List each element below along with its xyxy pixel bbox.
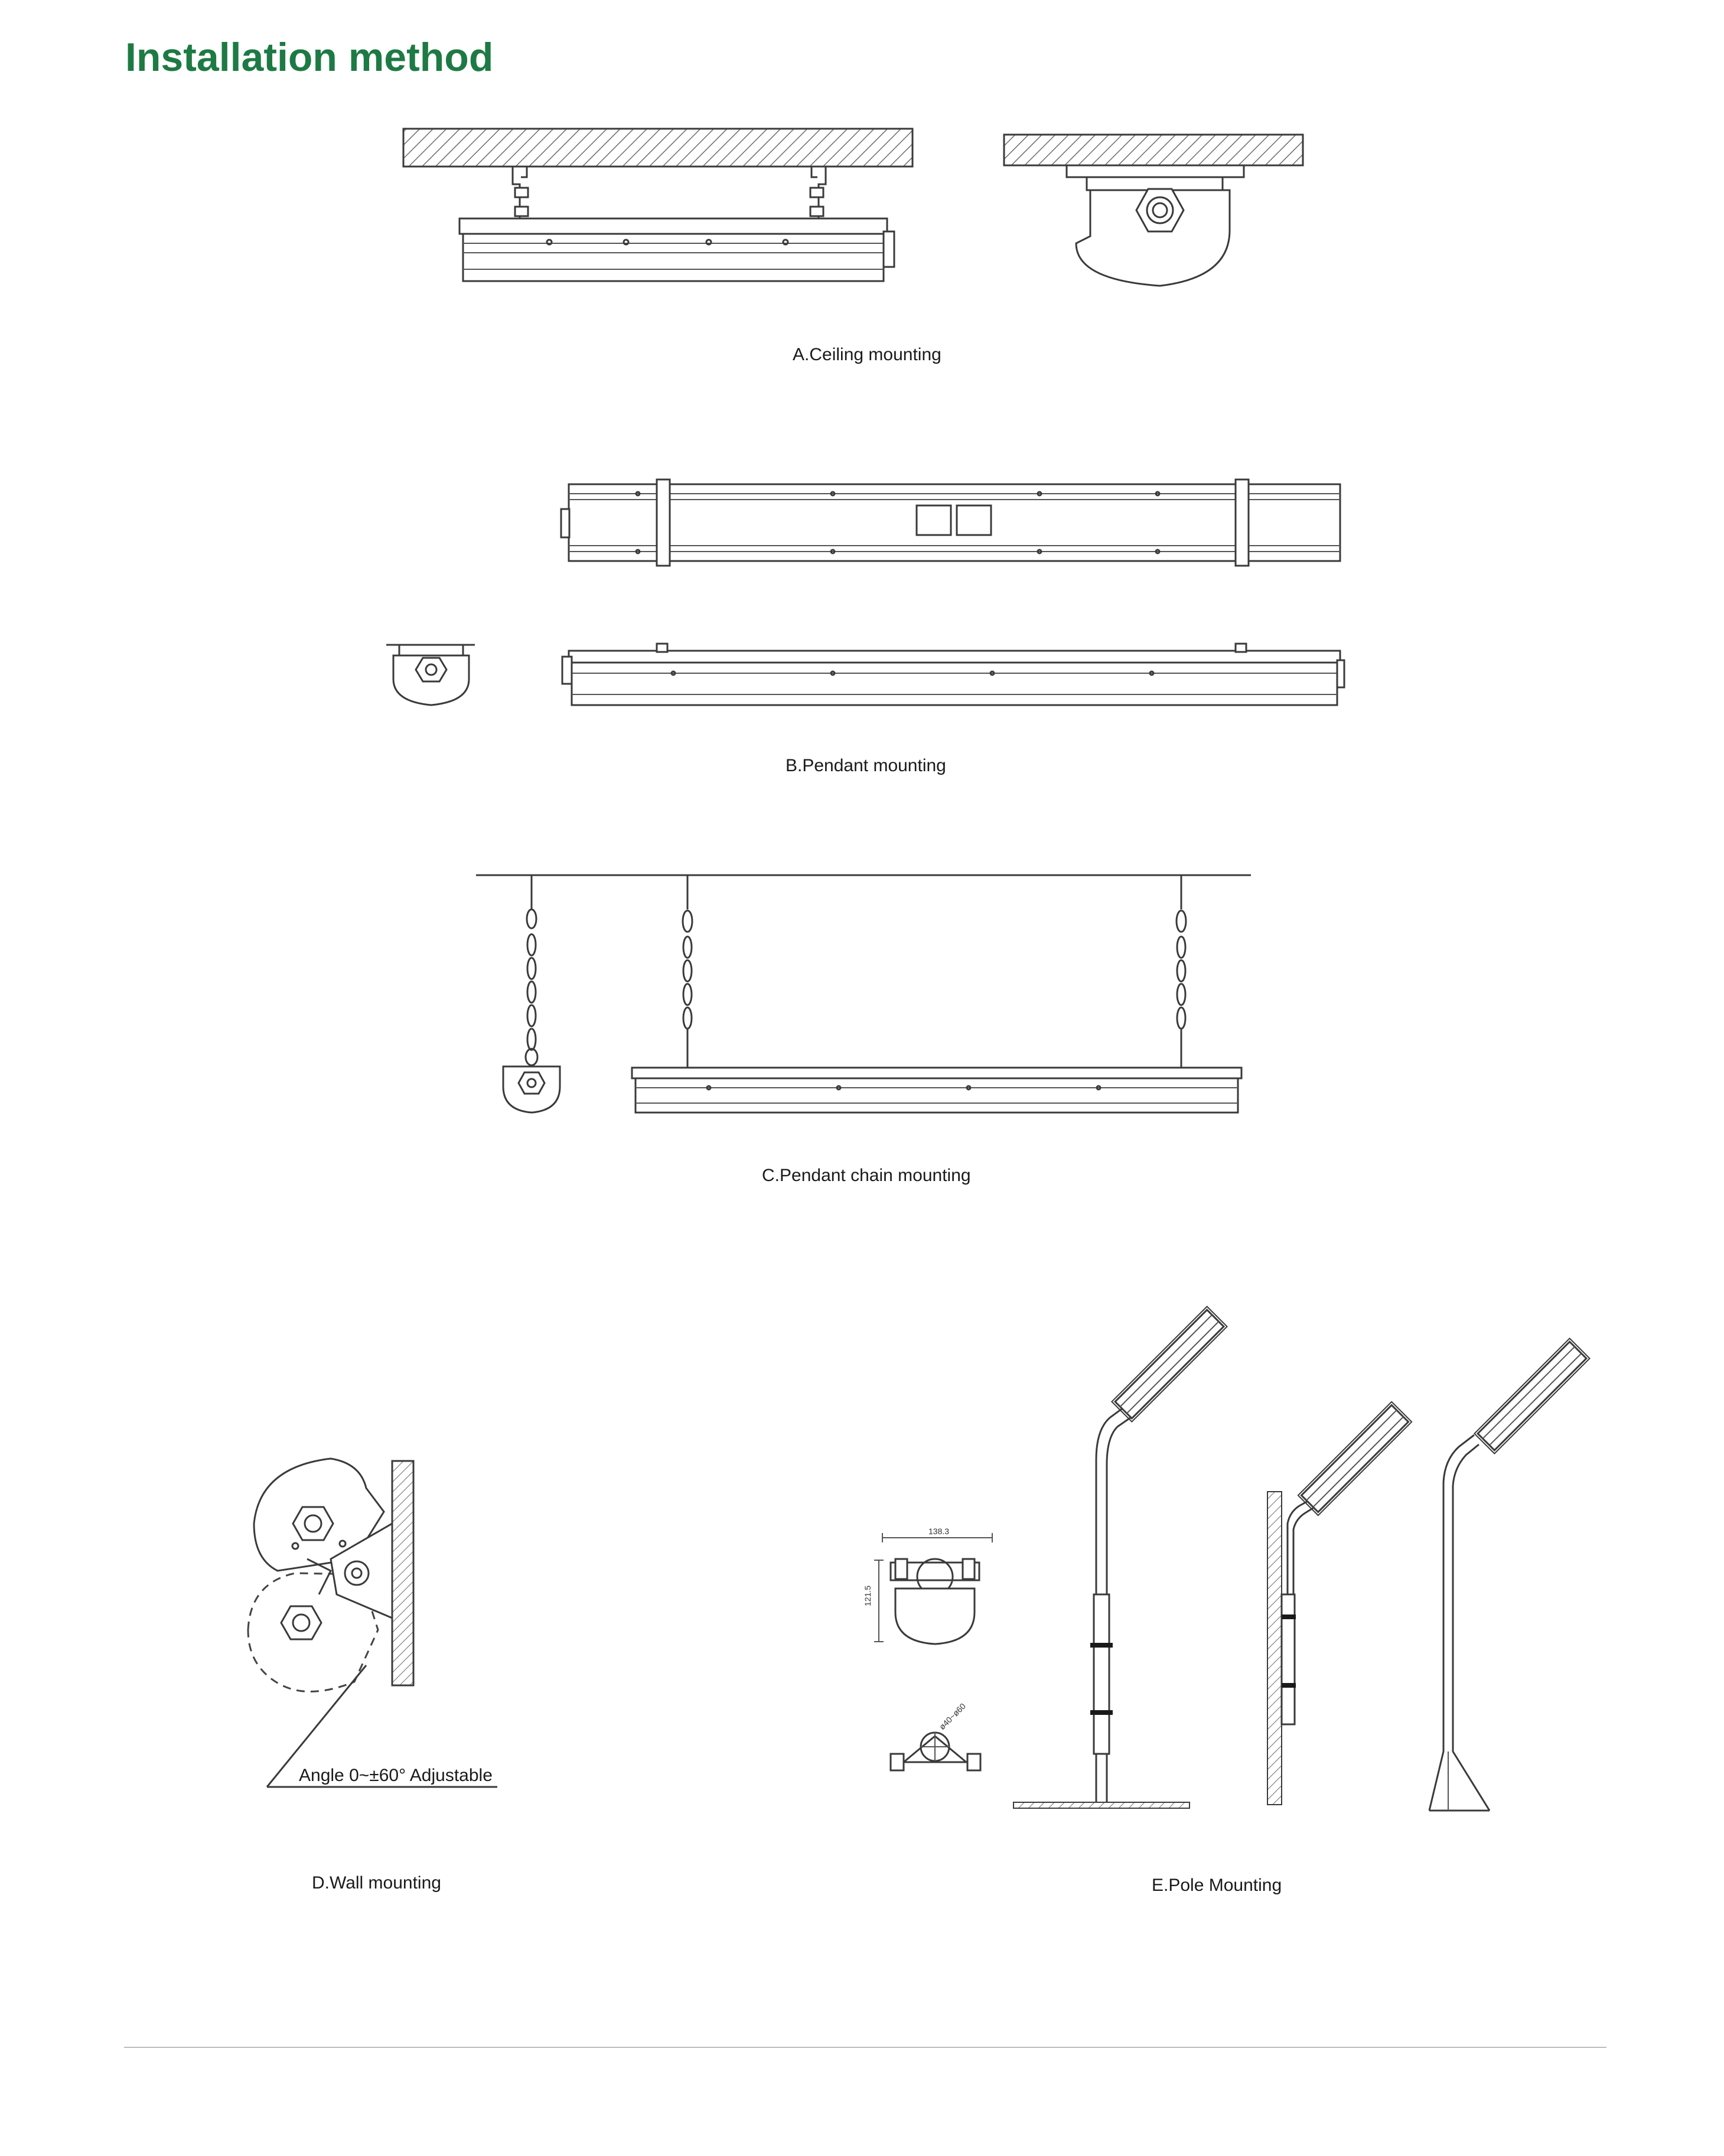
pendant-top-body [569,484,1340,561]
wall [392,1461,413,1685]
caption-ceiling-mounting: A.Ceiling mounting [793,345,941,364]
dimension-height: 121.5 [863,1585,872,1606]
junction-box-a [917,505,951,535]
ceiling-luminaire-body [463,234,884,281]
dimension-width: 138.3 [928,1527,950,1536]
pole-clamp-front [863,1527,992,1644]
pendant-side-view [562,644,1344,705]
dimension-pipe: ø40~ø60 [937,1701,968,1732]
annotation-angle-adjustable: Angle 0~±60° Adjustable [299,1766,493,1785]
caption-pendant-mounting: B.Pendant mounting [786,756,946,775]
caption-wall-mounting: D.Wall mounting [312,1873,441,1893]
caption-pole-mounting: E.Pole Mounting [1152,1876,1282,1895]
ceiling-slab [403,129,912,167]
ceiling-slab-small [1004,135,1303,165]
chain-left [526,875,537,1065]
pole-clamp-top [891,1701,980,1770]
chain-end-view [503,1066,560,1113]
pole-wall-arm [1267,1402,1412,1805]
chain-luminaire [632,1068,1241,1113]
pendant-end-view [386,645,475,705]
pendant-bracket-left [657,480,670,566]
chain-mid [683,875,692,1068]
pole-base [1429,1338,1590,1811]
pole-ground [1013,1306,1227,1808]
pendant-top-view [561,480,1340,566]
ceiling-end-view [1004,135,1303,286]
caption-pendant-chain-mounting: C.Pendant chain mounting [762,1166,971,1185]
ceiling-side-view [403,129,912,281]
page-title: Installation method [125,35,494,80]
ceiling-luminaire-top [459,218,887,234]
wall-mount-diagram [248,1459,497,1787]
footer-divider [124,2047,1606,2048]
junction-box-b [957,505,991,535]
chain-right [1177,875,1186,1068]
pendant-bracket-right [1236,480,1249,566]
pendant-side-body [572,663,1337,705]
